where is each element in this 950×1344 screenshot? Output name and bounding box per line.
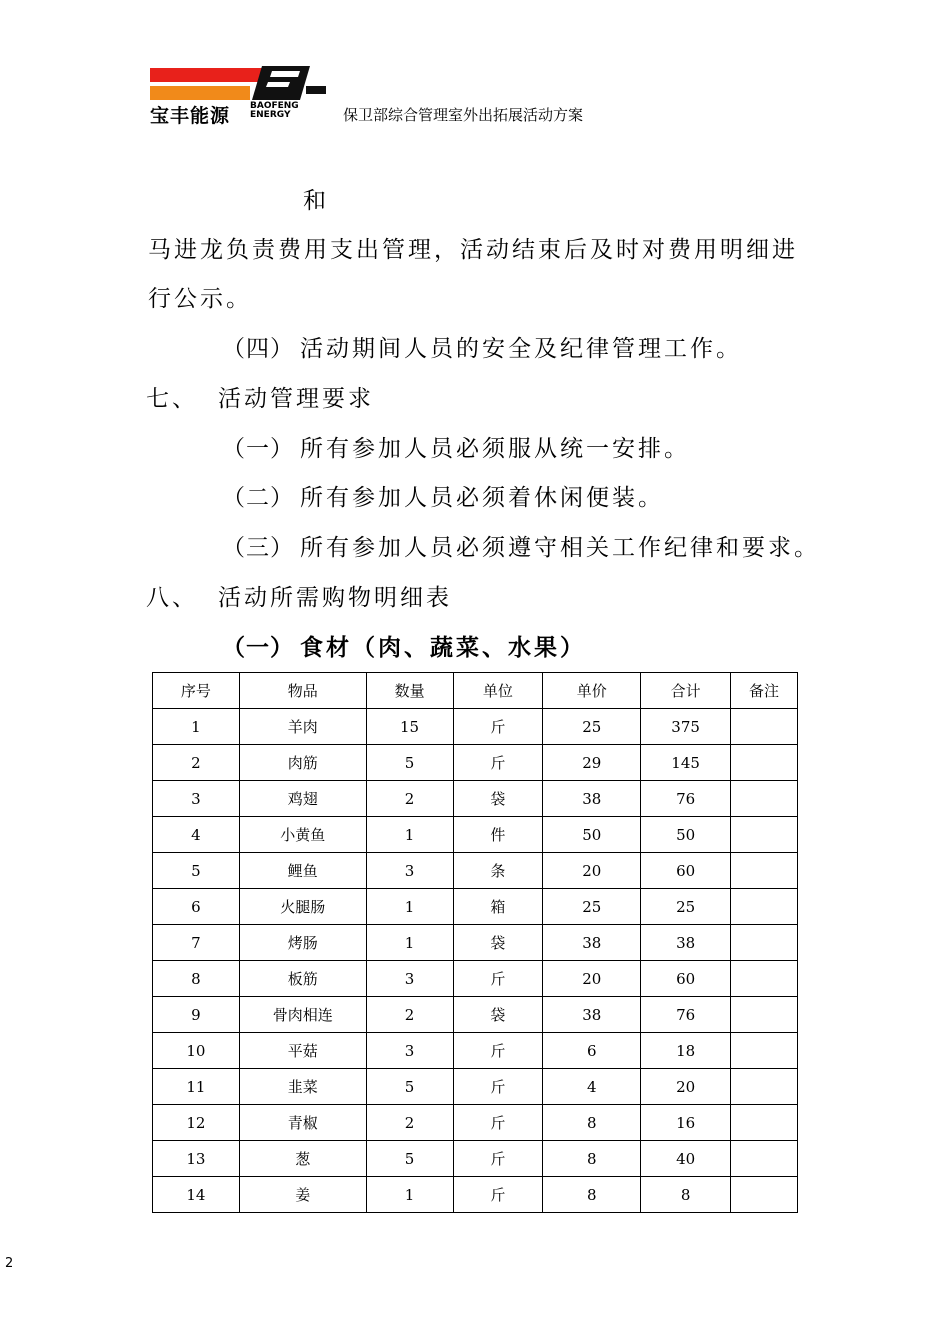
text-line-he: 和 xyxy=(303,188,329,214)
section-7-number: 七、 xyxy=(146,386,198,412)
column-header: 单价 xyxy=(543,673,641,709)
table-cell: 8 xyxy=(543,1105,641,1141)
table-cell: 袋 xyxy=(453,997,543,1033)
table-cell: 姜 xyxy=(239,1177,366,1213)
section-7-item-text: 所有参加人员必须服从统一安排。 xyxy=(300,436,690,462)
table-cell: 3 xyxy=(153,781,240,817)
section-8-subheading xyxy=(222,633,586,663)
table-cell: 29 xyxy=(543,745,641,781)
table-cell: 50 xyxy=(641,817,731,853)
table-cell: 145 xyxy=(641,745,731,781)
table-cell: 1 xyxy=(366,1177,453,1213)
section-7-item-number: （三） xyxy=(222,535,294,561)
table-cell: 13 xyxy=(153,1141,240,1177)
table-cell: 4 xyxy=(153,817,240,853)
table-cell: 38 xyxy=(641,925,731,961)
header-title: 保卫部综合管理室外出拓展活动方案 xyxy=(343,106,584,124)
section-8-sub-number: （一） xyxy=(222,635,294,661)
table-cell: 1 xyxy=(153,709,240,745)
table-cell: 14 xyxy=(153,1177,240,1213)
section-7-item-number: （一） xyxy=(222,436,294,462)
table-cell xyxy=(731,1141,798,1177)
table-cell: 60 xyxy=(641,961,731,997)
column-header: 单位 xyxy=(453,673,543,709)
table-cell: 8 xyxy=(543,1141,641,1177)
section-7-item xyxy=(222,434,690,464)
table-cell: 50 xyxy=(543,817,641,853)
table-row xyxy=(153,925,798,961)
table-cell: 6 xyxy=(153,889,240,925)
purchase-table xyxy=(152,672,798,1213)
table-cell xyxy=(731,1033,798,1069)
logo-english-text: BAOFENG ENERGY xyxy=(250,101,299,120)
table-cell: 羊肉 xyxy=(239,709,366,745)
table-cell xyxy=(731,709,798,745)
table-cell: 20 xyxy=(543,961,641,997)
table-cell: 平菇 xyxy=(239,1033,366,1069)
table-cell: 10 xyxy=(153,1033,240,1069)
table-cell: 18 xyxy=(641,1033,731,1069)
table-cell: 斤 xyxy=(453,709,543,745)
table-row xyxy=(153,961,798,997)
table-cell: 条 xyxy=(453,853,543,889)
table-cell: 斤 xyxy=(453,1141,543,1177)
table-cell: 11 xyxy=(153,1069,240,1105)
section-7-item-text: 所有参加人员必须遵守相关工作纪律和要求。 xyxy=(300,535,820,561)
table-cell: 斤 xyxy=(453,1177,543,1213)
section-8-number: 八、 xyxy=(146,585,198,611)
page-header xyxy=(150,66,630,126)
table-cell: 1 xyxy=(366,889,453,925)
table-row xyxy=(153,1069,798,1105)
table-cell: 8 xyxy=(153,961,240,997)
table-cell: 16 xyxy=(641,1105,731,1141)
table-row xyxy=(153,781,798,817)
table-cell: 板筋 xyxy=(239,961,366,997)
table-cell: 8 xyxy=(543,1177,641,1213)
company-logo xyxy=(150,66,330,127)
section-8-heading xyxy=(146,583,452,613)
table-cell: 4 xyxy=(543,1069,641,1105)
table-body xyxy=(153,709,798,1213)
column-header: 物品 xyxy=(239,673,366,709)
table-cell: 袋 xyxy=(453,925,543,961)
table-row xyxy=(153,1105,798,1141)
table-cell: 38 xyxy=(543,997,641,1033)
logo-mark-icon xyxy=(150,66,330,100)
table-row xyxy=(153,853,798,889)
section-8-sub-text: 食材（肉、蔬菜、水果） xyxy=(300,635,586,661)
table-cell: 斤 xyxy=(453,1069,543,1105)
table-cell xyxy=(731,817,798,853)
text-line-ma: 马进龙负责费用支出管理，活动结束后及时对费用明细进 xyxy=(148,237,798,263)
table-cell xyxy=(731,925,798,961)
table-cell: 15 xyxy=(366,709,453,745)
table-cell: 76 xyxy=(641,781,731,817)
table-row xyxy=(153,1177,798,1213)
table-cell xyxy=(731,781,798,817)
table-cell xyxy=(731,889,798,925)
table-cell: 袋 xyxy=(453,781,543,817)
table-header-row xyxy=(153,673,798,709)
table-cell: 5 xyxy=(366,745,453,781)
table-cell xyxy=(731,997,798,1033)
table-cell: 2 xyxy=(366,1105,453,1141)
table-cell: 3 xyxy=(366,853,453,889)
table-cell: 鸡翅 xyxy=(239,781,366,817)
table-cell: 20 xyxy=(641,1069,731,1105)
table-cell: 38 xyxy=(543,781,641,817)
section-7-item-text: 所有参加人员必须着休闲便装。 xyxy=(300,485,664,511)
column-header: 备注 xyxy=(731,673,798,709)
table-cell: 7 xyxy=(153,925,240,961)
table-cell: 3 xyxy=(366,961,453,997)
table-cell: 小黄鱼 xyxy=(239,817,366,853)
section-7-item xyxy=(222,483,664,513)
table-cell: 1 xyxy=(366,817,453,853)
item-4 xyxy=(222,334,742,364)
table-cell: 2 xyxy=(366,781,453,817)
page-number: 2 xyxy=(5,1256,14,1271)
table-cell: 骨肉相连 xyxy=(239,997,366,1033)
column-header: 序号 xyxy=(153,673,240,709)
table-cell: 6 xyxy=(543,1033,641,1069)
table-cell: 3 xyxy=(366,1033,453,1069)
table-cell: 5 xyxy=(153,853,240,889)
table-cell: 20 xyxy=(543,853,641,889)
column-header: 合计 xyxy=(641,673,731,709)
section-7-title: 活动管理要求 xyxy=(218,386,374,412)
table-row xyxy=(153,997,798,1033)
table-cell: 12 xyxy=(153,1105,240,1141)
table-cell: 韭菜 xyxy=(239,1069,366,1105)
section-7-item xyxy=(222,533,820,563)
section-7-heading xyxy=(146,384,374,414)
table-cell: 8 xyxy=(641,1177,731,1213)
table-cell: 5 xyxy=(366,1141,453,1177)
table-cell: 青椒 xyxy=(239,1105,366,1141)
table-cell: 斤 xyxy=(453,1105,543,1141)
table-cell: 2 xyxy=(366,997,453,1033)
table-cell xyxy=(731,961,798,997)
table-cell: 76 xyxy=(641,997,731,1033)
table-row xyxy=(153,1141,798,1177)
table-cell xyxy=(731,1069,798,1105)
table-cell: 斤 xyxy=(453,1033,543,1069)
section-8-title: 活动所需购物明细表 xyxy=(218,585,452,611)
item-4-text: 活动期间人员的安全及纪律管理工作。 xyxy=(300,336,742,362)
table-cell: 25 xyxy=(543,709,641,745)
column-header: 数量 xyxy=(366,673,453,709)
table-row xyxy=(153,889,798,925)
table-cell: 2 xyxy=(153,745,240,781)
table-cell: 60 xyxy=(641,853,731,889)
table-cell: 40 xyxy=(641,1141,731,1177)
table-cell: 25 xyxy=(543,889,641,925)
table-cell: 25 xyxy=(641,889,731,925)
table-cell: 1 xyxy=(366,925,453,961)
table-cell xyxy=(731,853,798,889)
table-cell: 件 xyxy=(453,817,543,853)
table-cell: 5 xyxy=(366,1069,453,1105)
table-cell: 葱 xyxy=(239,1141,366,1177)
table-cell: 箱 xyxy=(453,889,543,925)
table-cell: 9 xyxy=(153,997,240,1033)
table-row xyxy=(153,745,798,781)
table-cell: 375 xyxy=(641,709,731,745)
logo-chinese-text: 宝丰能源 xyxy=(150,105,231,127)
text-line-gong: 行公示。 xyxy=(148,286,252,312)
table-cell xyxy=(731,1177,798,1213)
table-row xyxy=(153,817,798,853)
table-row xyxy=(153,709,798,745)
table-cell xyxy=(731,1105,798,1141)
table-cell xyxy=(731,745,798,781)
table-cell: 斤 xyxy=(453,961,543,997)
table-row xyxy=(153,1033,798,1069)
table-cell: 肉筋 xyxy=(239,745,366,781)
logo-red-band xyxy=(150,68,262,82)
table-cell: 38 xyxy=(543,925,641,961)
table-cell: 火腿肠 xyxy=(239,889,366,925)
logo-orange-band xyxy=(150,86,250,100)
table-cell: 鲤鱼 xyxy=(239,853,366,889)
item-4-number: （四） xyxy=(222,336,294,362)
table-cell: 烤肠 xyxy=(239,925,366,961)
table-cell: 斤 xyxy=(453,745,543,781)
section-7-item-number: （二） xyxy=(222,485,294,511)
